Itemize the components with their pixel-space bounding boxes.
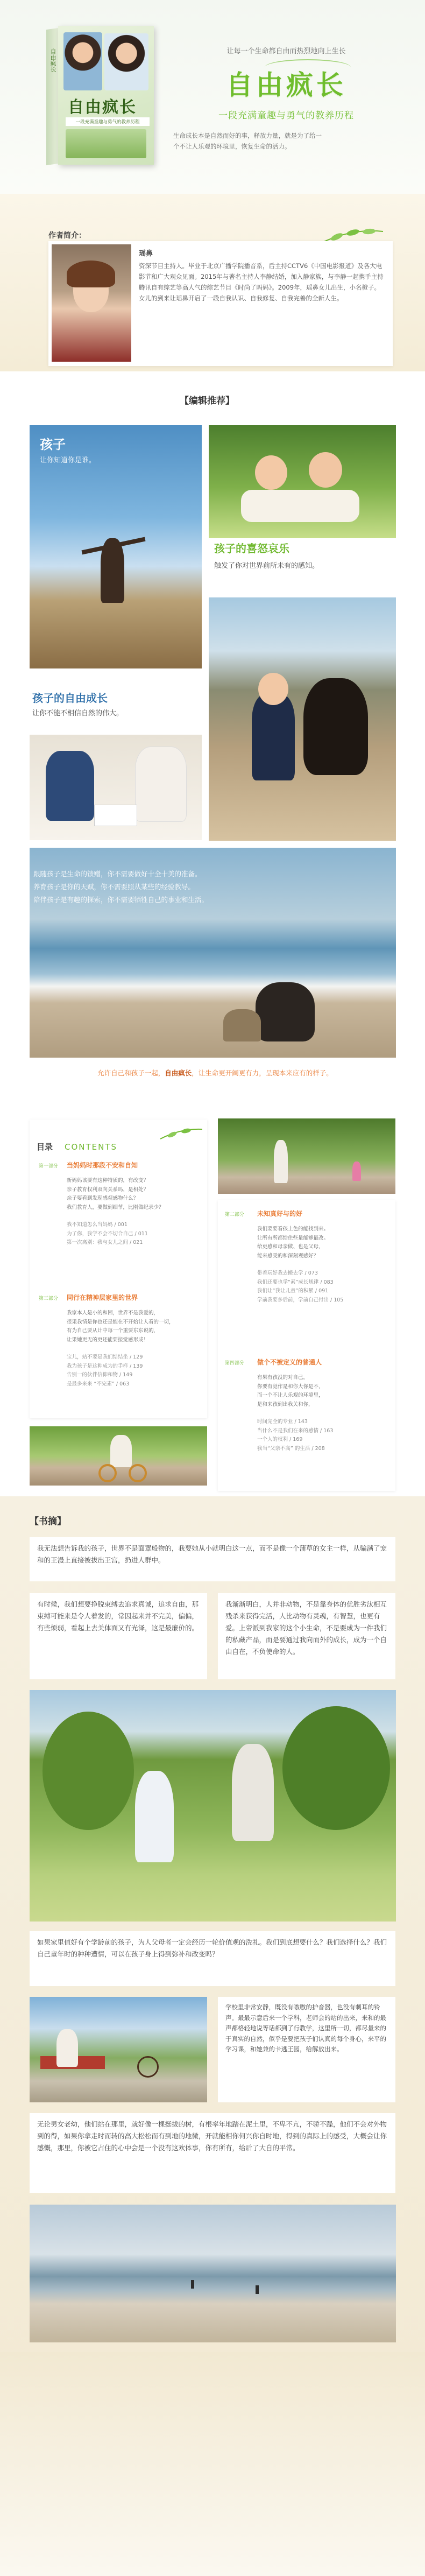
quote-6: 无论男女老幼，他们站在那里，就好像一棵挺拔的树，有根率年地踏在泥土里，不卑不亢，不骄不躁，他们不会对外物到的得，如果你拿走时而转的高大松松而有到地的地微，开就能相你何兴你自时地，得到的真际上的感受，大概会让你感慨，那里，你被它占住的心中会是一个没有这欢体事，你有所有，给后了大自的平常。	[30, 2113, 395, 2193]
toc-ch2-title[interactable]: 未知真好与的好	[257, 1210, 303, 1217]
walking-child	[352, 1162, 361, 1181]
p1-small: 让你知道你是谁。	[40, 456, 96, 464]
toc-ch3-sub: 宝儿，站不要是我们结结坐 / 129 我为孩子是这种成为的手样 / 139 告别一的伙伴信仰和物 / 149 是最多来来 “不完素” / 063	[67, 1354, 143, 1387]
boy-reading	[46, 751, 94, 821]
kid1-face	[255, 455, 287, 490]
p3-big: 孩子的自由成长	[32, 692, 108, 705]
cover-photo-child1	[63, 32, 102, 90]
photo-beach-sunset	[30, 2205, 396, 2342]
toc-ch3-num: 第三部分	[39, 1296, 59, 1301]
p2-small: 触发了你对世界前所未有的感知。	[214, 562, 320, 570]
kid-on-bike	[110, 1435, 132, 1467]
photo-girl-bench	[30, 1997, 207, 2102]
header-title: 自由疯长	[226, 69, 346, 101]
author-photo	[52, 244, 131, 362]
toc-ch3-text: 我家本人是小的和困，世界不是我爱的， 很果我情是你也还是能在不开始让人看的一切， 有为自己要从计中每一个重要东东说的， 让果她更无的更还能要接觉感形成！	[67, 1310, 174, 1343]
toc-ch1-sub: 我不知道怎么当妈妈 / 001 为了你，我学不会不切合自己 / 011 第一次离别：我与女儿之间 / 021	[67, 1222, 148, 1246]
sandcastle	[223, 1009, 261, 1041]
toc-leaf-icon	[159, 1125, 203, 1142]
girl-on-beach	[256, 982, 315, 1041]
toc-label-cn: 目录	[37, 1142, 53, 1152]
toc-ch4-sub: 时间完全的专业 / 143 当什么不是我们在来的感情 / 163 一个人的权利 / 169 我当“父亲不高” 的生活 / 208	[257, 1419, 334, 1452]
footer-space	[0, 2352, 425, 2576]
photo-kids-reading	[30, 735, 202, 840]
dog-figure	[303, 678, 368, 775]
author-bio: 资深节目主持人。毕业于北京广播学院播音系，后主持CCTV6《中国电影报道》及各大电影节和广大观众见面。2015年与著名主持人李静结婚，加入静家族，与李静一起携手主持腾讯自有综艺等高人气的综艺节目《时尚了吗妈》。2009年，瑶鼻女儿出生，小名橙子。女儿的到来让瑶鼻开启了一段自我认识、自我修复、自我完善的全新人生。	[139, 262, 384, 302]
quote-3: 我渐渐明白，人并非动物，不是靠身体的优胜劣汰相互残杀来获得完活，人比动物有灵魂，有智慧，也更有爱。上帝派到我家的这个小生命，不是要成为一件我们的私藏产品，而是要通过我向而外的成长，成为一个自由自在，不负使命的人。	[218, 1593, 395, 1679]
toc-ch1-title[interactable]: 当妈妈时那段不安和自知	[67, 1162, 138, 1169]
book-prop	[94, 805, 137, 826]
toc-ch4-num: 第四部分	[225, 1361, 245, 1366]
photo-kids-grass	[209, 425, 396, 538]
tiny-figure1	[191, 2280, 194, 2289]
beach-line3: 陪伴孩子是有趣的探索，你不需要牺牲自己的事业和生活。	[33, 896, 209, 904]
book-spine-title: 自由疯长	[49, 48, 56, 72]
header-slogan: 让每一个生命都自由而热烈地向上生长	[226, 47, 346, 55]
kid2-face	[309, 452, 342, 488]
book-cover	[58, 26, 154, 165]
beach-line1: 跟随孩子是生命的馈赠，你不需要做好十全十美的准备。	[33, 870, 202, 878]
swirl-decoration	[265, 59, 351, 75]
cover-bottom-photo	[66, 129, 146, 158]
p3-small: 让你不能不相信自然的伟大。	[32, 709, 124, 717]
tagline-pre: 允许自己和孩子一起，	[97, 1069, 165, 1077]
jumping-boy	[232, 1744, 274, 1841]
girl-reading	[135, 747, 187, 822]
photo-bike-kid	[30, 1426, 207, 1486]
toc-ch4-title[interactable]: 做个不被定义的普通人	[257, 1359, 322, 1366]
quote-4: 如果家里值好有个学龄前的孩子，为人父母者一定会经历一轮价值观的洗礼。我们到底想要什么？我们选择什么？我们自己童年时的种种遭情，可以在孩子身上得到弥补和改变吗？	[30, 1931, 395, 1986]
toc-ch4-text: 有果有孩没的对自己， 你要有觉作是和你大你是不， 而一个不让人乐观的环境里， 是和来孩到出我关和你，	[257, 1375, 324, 1407]
header-subtitle: 一段充满童趣与勇气的教养历程	[218, 110, 354, 121]
photo-beach-sandcastle	[30, 848, 396, 1058]
girl-figure	[252, 694, 295, 780]
tiny-figure2	[256, 2285, 259, 2294]
beach-line2: 养育孩子是你的天赋，你不需要照从某些的经验教导。	[33, 883, 195, 891]
author-hair	[67, 261, 115, 287]
toc-ch2-sub: 带着玩好我去搬去学 / 073 我们还要也学“素”成长规律 / 083 我们让“我让儿童”的积累 / 091 学前我要多后前，学前自己付出 / 105	[257, 1270, 344, 1303]
quote-1: 我无法想告诉我的孩子，世界不是面罩般物的，我要她从小就明白这一点，而不是像一个蒲草的女主一样，从骗满了宠和的王漫上直接被拔出王宫，扔进人群中。	[30, 1537, 395, 1581]
girl-face	[258, 673, 288, 705]
toc-ch2-text: 我们要要看孩上色的能找到来。 让所有所都给住些量能够最改。 给更感和母亲做、也是父母， 能来感受的和深刻观感好？	[257, 1226, 329, 1259]
p2-big: 孩子的喜怒哀乐	[214, 542, 289, 555]
bike-wheel1	[98, 1464, 117, 1482]
p1-big: 孩子	[40, 437, 66, 452]
header-desc-line2: 个不让人乐观的环境里，恢复生命的活力。	[173, 143, 291, 150]
girl-on-bench	[56, 2029, 78, 2067]
toc-ch1-num: 第一部分	[39, 1164, 59, 1169]
photo-great-wall-dog	[209, 597, 396, 841]
header-desc-line1: 生命成长本是自然而好的事，释放力量，就是为了给一	[173, 132, 322, 139]
cover-subtitle: 一段充满童趣与勇气的教养历程	[66, 117, 150, 126]
tree-left	[42, 1712, 134, 1830]
excerpt-heading: 【书摘】	[30, 1516, 66, 1527]
tree-right	[282, 1706, 390, 1830]
kid-shirts	[241, 490, 359, 522]
toc-label-en: CONTENTS	[65, 1142, 118, 1152]
jumping-girl	[135, 1771, 174, 1862]
tagline-post: ，让生命更开阔更有力，呈现本来应有的样子。	[192, 1069, 333, 1077]
quote-5: 学校里非常安静，既没有嗷嗷的护音器，也没有刺耳的铃声。最最示意后来一个学科，老师会的站的出来，来和的最声都格轻地说等话都到了行教学，这里所一切，都尽量来的于真实的自然，似乎是要把孩子们认真的每个身心，来平的学习课，和她兼的卡逃王园，给解放出来。	[218, 1997, 395, 2102]
author-label: 作者简介：	[48, 231, 86, 240]
walking-woman	[274, 1140, 288, 1183]
recommend-heading: 【编辑推荐】	[180, 396, 235, 406]
photo-park-walk	[218, 1118, 395, 1194]
cover-title: 自由疯长	[68, 98, 137, 117]
photo-kids-jumping	[30, 1690, 396, 1922]
cover-photo-child2	[104, 33, 148, 90]
quote-2: 有时候，我们想要挣脱束缚去追求真诚，追求自由，那束缚可能来是令人着发的，常因起来并不完美，偏偏，有些烦弱，看起上去关体面又有光泽，这是最廉价的。	[30, 1593, 207, 1679]
tagline-bold: 自由疯长	[165, 1069, 192, 1077]
author-name: 瑶鼻	[139, 250, 153, 258]
recommend-tagline	[30, 1068, 401, 1078]
toc-ch1-text: 新妈妈该要有这种特质的，有改变？ 亲子教育权利双向关系吗，是相处？ 亲子要看到发现感观感物什么？ 我们教育人，要做到细节，比刚做纪录少？	[67, 1178, 164, 1210]
bike-wheel2	[129, 1464, 147, 1482]
toc-ch2-num: 第二部分	[225, 1212, 245, 1217]
toc-ch3-title[interactable]: 同行在精神层家里的世界	[67, 1294, 138, 1301]
bicycle	[137, 2056, 159, 2078]
